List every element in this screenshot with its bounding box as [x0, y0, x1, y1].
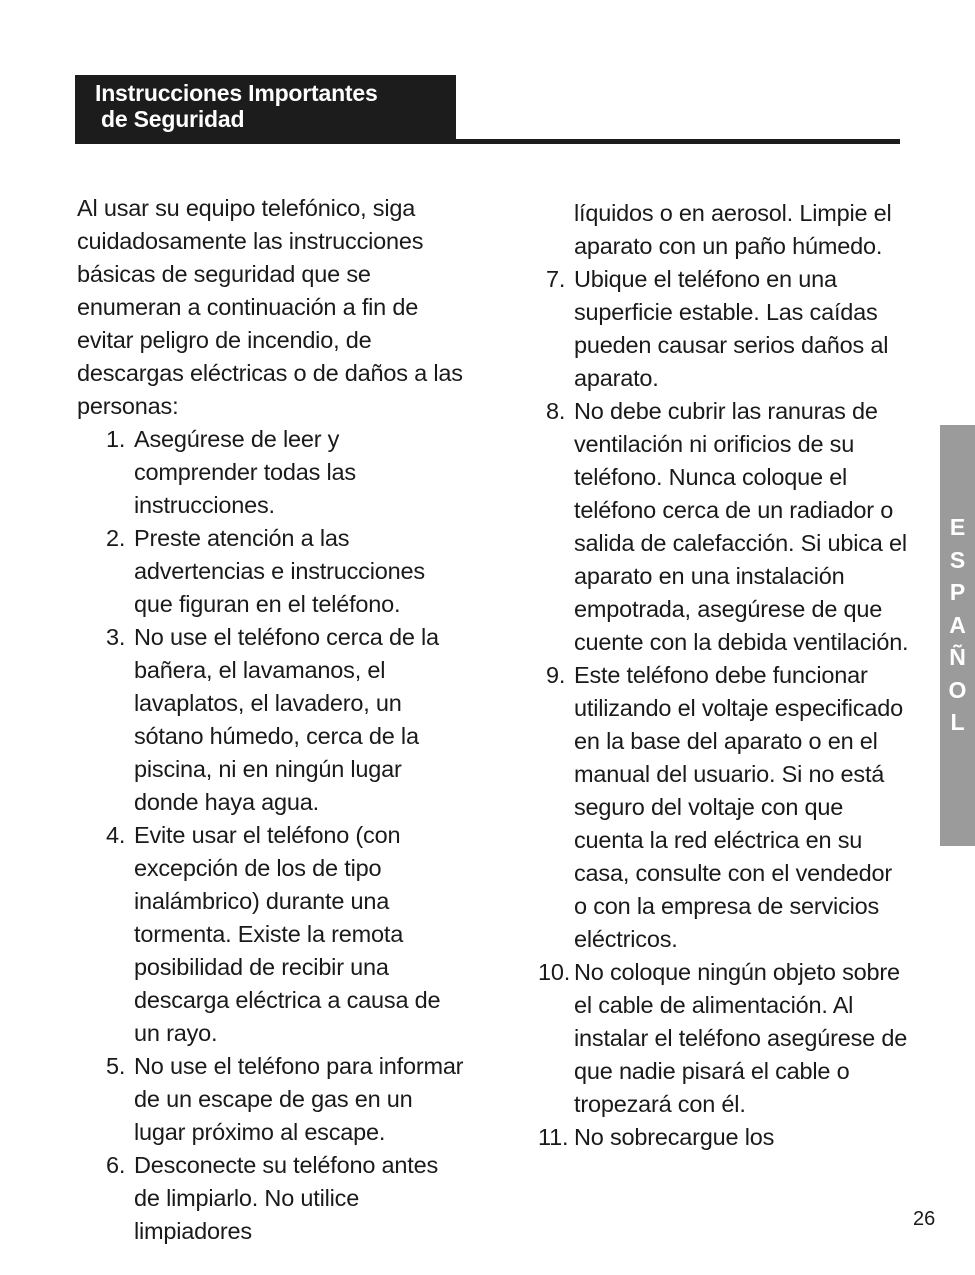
item-number: 9. — [546, 662, 566, 688]
side-tab-letter: P — [949, 579, 966, 605]
side-tab-letter: S — [949, 546, 966, 573]
item-number: 2. — [106, 525, 126, 551]
item-number: 3. — [106, 624, 126, 650]
item-text: Asegúrese de leer y comprender todas las instrucciones. — [134, 426, 356, 518]
list-item — [530, 956, 910, 1121]
language-side-tab — [940, 425, 975, 846]
safety-list-left — [77, 423, 467, 1248]
item-text: No use el teléfono para informar de un escape de gas en un lugar próximo al escape. — [134, 1053, 464, 1145]
list-item — [530, 1121, 910, 1154]
list-item — [77, 423, 467, 522]
side-tab-letter: L — [950, 709, 965, 735]
list-item — [77, 819, 467, 1050]
page-number: 26 — [913, 1208, 936, 1230]
list-item — [77, 522, 467, 621]
list-item — [530, 659, 910, 956]
item-number: 6. — [106, 1152, 126, 1178]
list-item — [77, 621, 467, 819]
side-tab-label — [940, 511, 975, 739]
side-tab-letter: A — [949, 611, 966, 638]
item-text: No sobrecargue los — [574, 1124, 775, 1150]
list-item-continuation: líquidos o en aerosol. Limpie el aparato con un paño húmedo. — [574, 200, 892, 259]
item-number: 8. — [546, 398, 566, 424]
item-text: Este teléfono debe funcionar utilizando el voltaje especificado en la base del aparato o en el manual del usuario. Si no está seguro del voltaje con que cuenta la red eléctrica en su casa, consulte con el vendedor o con la empresa de servicios eléctricos. — [574, 662, 903, 952]
list-item — [77, 1050, 467, 1149]
item-number: 4. — [106, 822, 126, 848]
item-text: No coloque ningún objeto sobre el cable de alimentación. Al instalar el teléfono asegúrese de que nadie pisará el cable o tropezará con él. — [574, 959, 908, 1117]
item-number: 11. — [538, 1124, 569, 1150]
header-rule — [75, 139, 900, 144]
item-number: 7. — [546, 266, 566, 292]
item-text: Ubique el teléfono en una superficie estable. Las caídas pueden causar serios daños al aparato. — [574, 266, 889, 391]
item-number: 5. — [106, 1053, 126, 1079]
section-header — [75, 75, 456, 144]
header-title-line2: de Seguridad — [101, 106, 245, 132]
safety-list-right — [530, 263, 910, 1154]
item-text: No use el teléfono cerca de la bañera, el lavamanos, el lavaplatos, el lavadero, un sótano húmedo, cerca de la piscina, ni en ningún lugar donde haya agua. — [134, 624, 439, 815]
item-number: 1. — [106, 426, 126, 452]
item-text: Preste atención a las advertencias e instrucciones que figuran en el teléfono. — [134, 525, 425, 617]
list-item — [77, 1149, 467, 1248]
item-text: Evite usar el teléfono (con excepción de los de tipo inalámbrico) durante una tormenta. Existe la remota posibilidad de recibir una descarga eléctrica a causa de un rayo. — [134, 822, 441, 1046]
item-number: 10. — [538, 959, 571, 985]
side-tab-letter: E — [949, 514, 966, 540]
list-item — [530, 395, 910, 659]
side-tab-letter: O — [948, 676, 967, 703]
intro-paragraph: Al usar su equipo telefónico, siga cuidadosamente las instrucciones básicas de seguridad que se enumeran a continuación a fin de evitar peligro de incendio, de descargas eléctricas o de daños a las personas: — [77, 195, 463, 419]
left-column — [77, 192, 467, 1248]
item-text: Desconecte su teléfono antes de limpiarlo. No utilice limpiadores — [134, 1152, 439, 1244]
list-item — [530, 263, 910, 395]
header-title-line1: Instrucciones Importantes — [95, 80, 378, 106]
item-text: No debe cubrir las ranuras de ventilación ni orificios de su teléfono. Nunca coloque el teléfono cerca de un radiador o salida de calefacción. Si ubica el aparato en una instalación empotrada, asegúrese de que cuente con la debida ventilación. — [574, 398, 909, 655]
side-tab-letter: Ñ — [949, 644, 966, 670]
right-column — [530, 197, 910, 1154]
